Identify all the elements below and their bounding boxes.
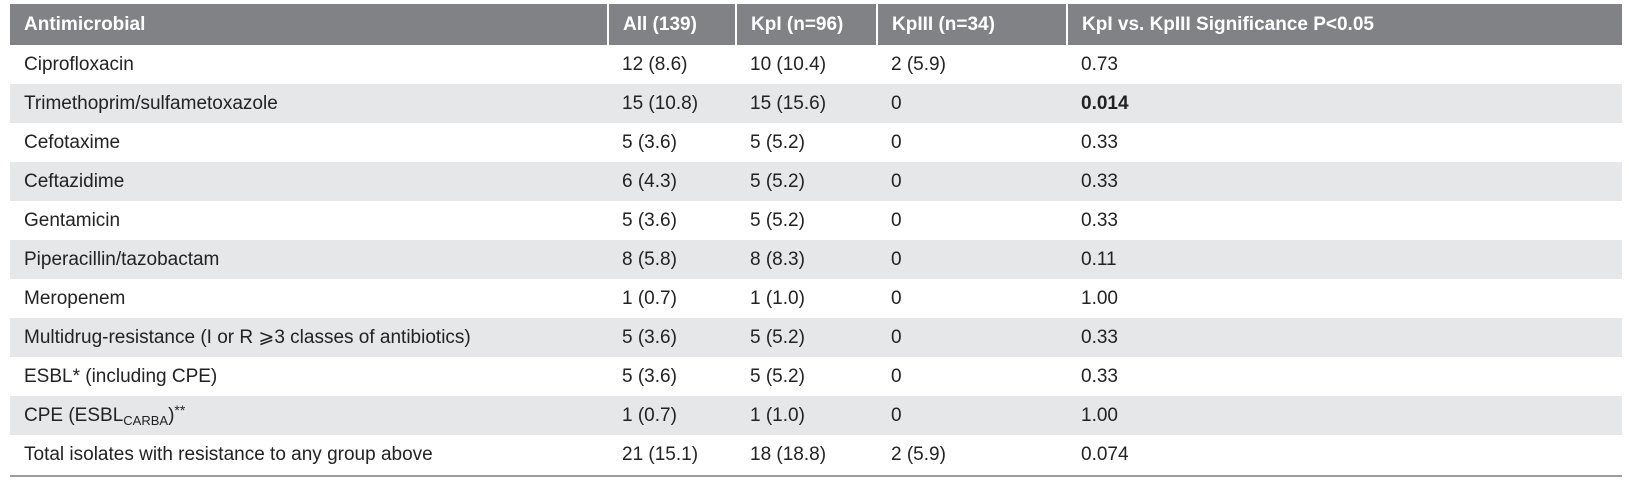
all-value: 5 (3.6) (622, 209, 677, 231)
all-value: 8 (5.8) (622, 248, 677, 270)
p-value: 1.00 (1081, 404, 1118, 426)
p-value: 0.074 (1067, 435, 1622, 476)
kpi-value: 5 (5.2) (750, 170, 805, 192)
table-row (10, 84, 1622, 123)
kpiii-value: 0 (891, 170, 902, 192)
antimicrobial-name: Piperacillin/tazobactam (24, 248, 220, 270)
antimicrobial-name: Ciprofloxacin (24, 53, 134, 75)
table-row (10, 162, 1622, 201)
antimicrobial-name: Gentamicin (24, 209, 121, 231)
antimicrobial-resistance-table-container (10, 4, 1622, 477)
kpi-value: 5 (5.2) (750, 326, 805, 348)
kpi-value: 1 (1.0) (750, 287, 805, 309)
kpi-value: 8 (8.3) (750, 248, 805, 270)
p-value: 0.33 (1081, 326, 1118, 348)
antimicrobial-name: Ceftazidime (24, 170, 125, 192)
antimicrobial-name: ESBL* (including CPE) (24, 365, 218, 387)
kpiii-value: 2 (5.9) (877, 435, 1067, 476)
name-suffix: ) (168, 404, 175, 426)
header-kpiii: KpIII (n=34) (877, 4, 1067, 45)
table-body (10, 45, 1622, 476)
kpi-value: 5 (5.2) (750, 209, 805, 231)
all-value: 1 (0.7) (622, 287, 677, 309)
antimicrobial-name (10, 396, 608, 435)
all-value: 5 (3.6) (622, 365, 677, 387)
kpi-value: 18 (18.8) (736, 435, 877, 476)
antimicrobial-name: Cefotaxime (24, 131, 121, 153)
kpi-value: 1 (1.0) (750, 404, 805, 426)
table-row (10, 435, 1622, 476)
header-antimicrobial: Antimicrobial (24, 13, 146, 35)
kpi-value: 5 (5.2) (750, 365, 805, 387)
p-value: 0.33 (1081, 365, 1118, 387)
table-row (10, 123, 1622, 162)
table-row (10, 396, 1622, 435)
antimicrobial-name: Multidrug-resistance (I or R ⩾3 classes of antibiotics) (24, 327, 471, 348)
p-value: 0.33 (1081, 209, 1118, 231)
p-value: 0.73 (1081, 53, 1118, 75)
all-value: 6 (4.3) (622, 170, 677, 192)
name-prefix: CPE (ESBL (24, 404, 124, 426)
table-row (10, 318, 1622, 357)
p-value-significant: 0.014 (1081, 92, 1129, 114)
all-value: 5 (3.6) (622, 326, 677, 348)
p-value: 0.33 (1081, 170, 1118, 192)
kpiii-value: 0 (891, 131, 902, 153)
kpiii-value: 0 (891, 248, 902, 270)
kpi-value: 15 (15.6) (750, 92, 827, 114)
table-row (10, 357, 1622, 396)
name-subscript: CARBA (123, 412, 169, 428)
kpi-value: 5 (5.2) (750, 131, 805, 153)
header-all: All (139) (608, 4, 736, 45)
kpiii-value: 0 (891, 209, 902, 231)
table-row (10, 45, 1622, 84)
table-row (10, 240, 1622, 279)
all-value: 12 (8.6) (622, 53, 688, 75)
all-value: 5 (3.6) (622, 131, 677, 153)
table-row (10, 279, 1622, 318)
all-value: 15 (10.8) (622, 92, 699, 114)
table-row (10, 201, 1622, 240)
header-row (10, 4, 1622, 45)
kpiii-value: 2 (5.9) (891, 53, 946, 75)
kpiii-value: 0 (891, 404, 902, 426)
antimicrobial-name: Trimethoprim/sulfametoxazole (24, 92, 278, 114)
p-value: 0.11 (1081, 248, 1117, 270)
name-superscript: ** (174, 401, 186, 418)
all-value: 1 (0.7) (622, 404, 677, 426)
table-header (10, 4, 1622, 45)
p-value: 0.33 (1081, 131, 1118, 153)
kpiii-value: 0 (891, 92, 902, 114)
all-value: 21 (15.1) (608, 435, 736, 476)
antimicrobial-name: Total isolates with resistance to any group above (10, 435, 608, 476)
kpiii-value: 0 (891, 287, 902, 309)
p-value: 1.00 (1081, 287, 1118, 309)
kpiii-value: 0 (891, 326, 902, 348)
header-kpi: KpI (n=96) (736, 4, 877, 45)
kpiii-value: 0 (891, 365, 902, 387)
antimicrobial-name: Meropenem (24, 287, 126, 309)
kpi-value: 10 (10.4) (750, 53, 827, 75)
header-significance: KpI vs. KpIII Significance P<0.05 (1067, 4, 1622, 45)
antimicrobial-resistance-table (10, 4, 1622, 477)
